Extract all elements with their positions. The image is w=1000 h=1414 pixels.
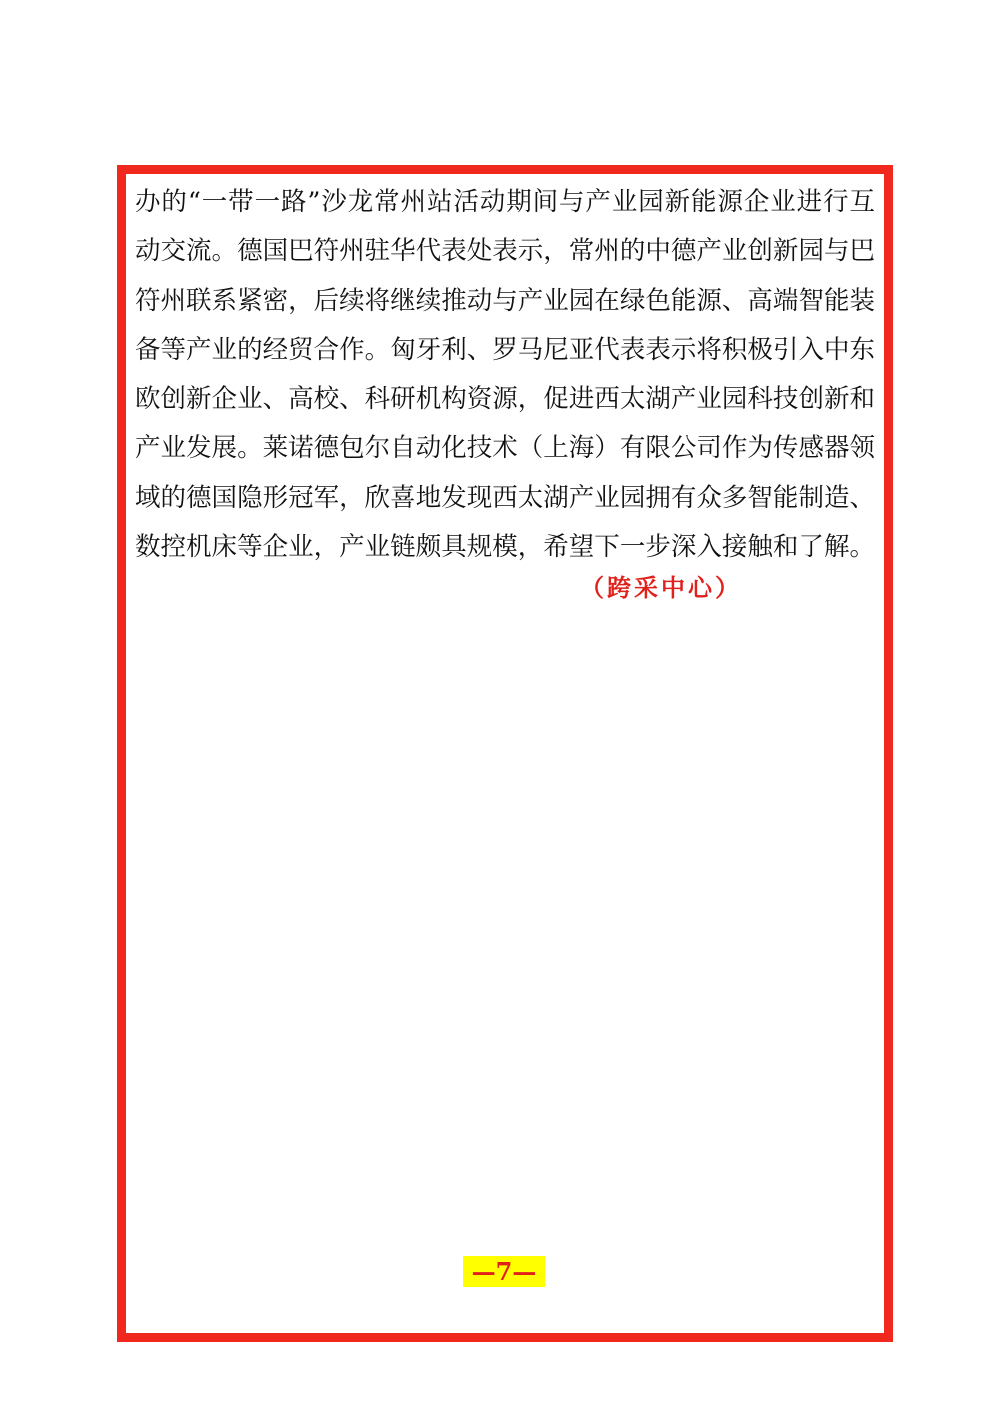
paragraph-line: 办的“一带一路”沙龙常州站活动期间与产业园新能源企业进行互 bbox=[135, 187, 875, 217]
paragraph-line: 备等产业的经贸合作。匈牙利、罗马尼亚代表表示将积极引入中东 bbox=[135, 334, 875, 365]
paragraph-line: 数控机床等企业，产业链颇具规模，希望下一步深入接触和了解。 bbox=[135, 532, 875, 563]
paragraph-line: 符州联系紧密，后续将继续推动与产业园在绿色能源、高端智能装 bbox=[135, 285, 875, 316]
source-attribution: （跨采中心） bbox=[580, 573, 742, 602]
page-number: —7— bbox=[463, 1256, 545, 1287]
paragraph-line: 欧创新企业、高校、科研机构资源，促进西太湖产业园科技创新和 bbox=[135, 384, 875, 415]
paragraph-line: 动交流。德国巴符州驻华代表处表示，常州的中德产业创新园与巴 bbox=[135, 236, 875, 267]
paragraph-line: 域的德国隐形冠军，欣喜地发现西太湖产业园拥有众多智能制造、 bbox=[135, 482, 875, 513]
article-paragraph bbox=[135, 178, 875, 572]
paragraph-line: 产业发展。莱诺德包尔自动化技术（上海）有限公司作为传感器领 bbox=[135, 433, 875, 464]
